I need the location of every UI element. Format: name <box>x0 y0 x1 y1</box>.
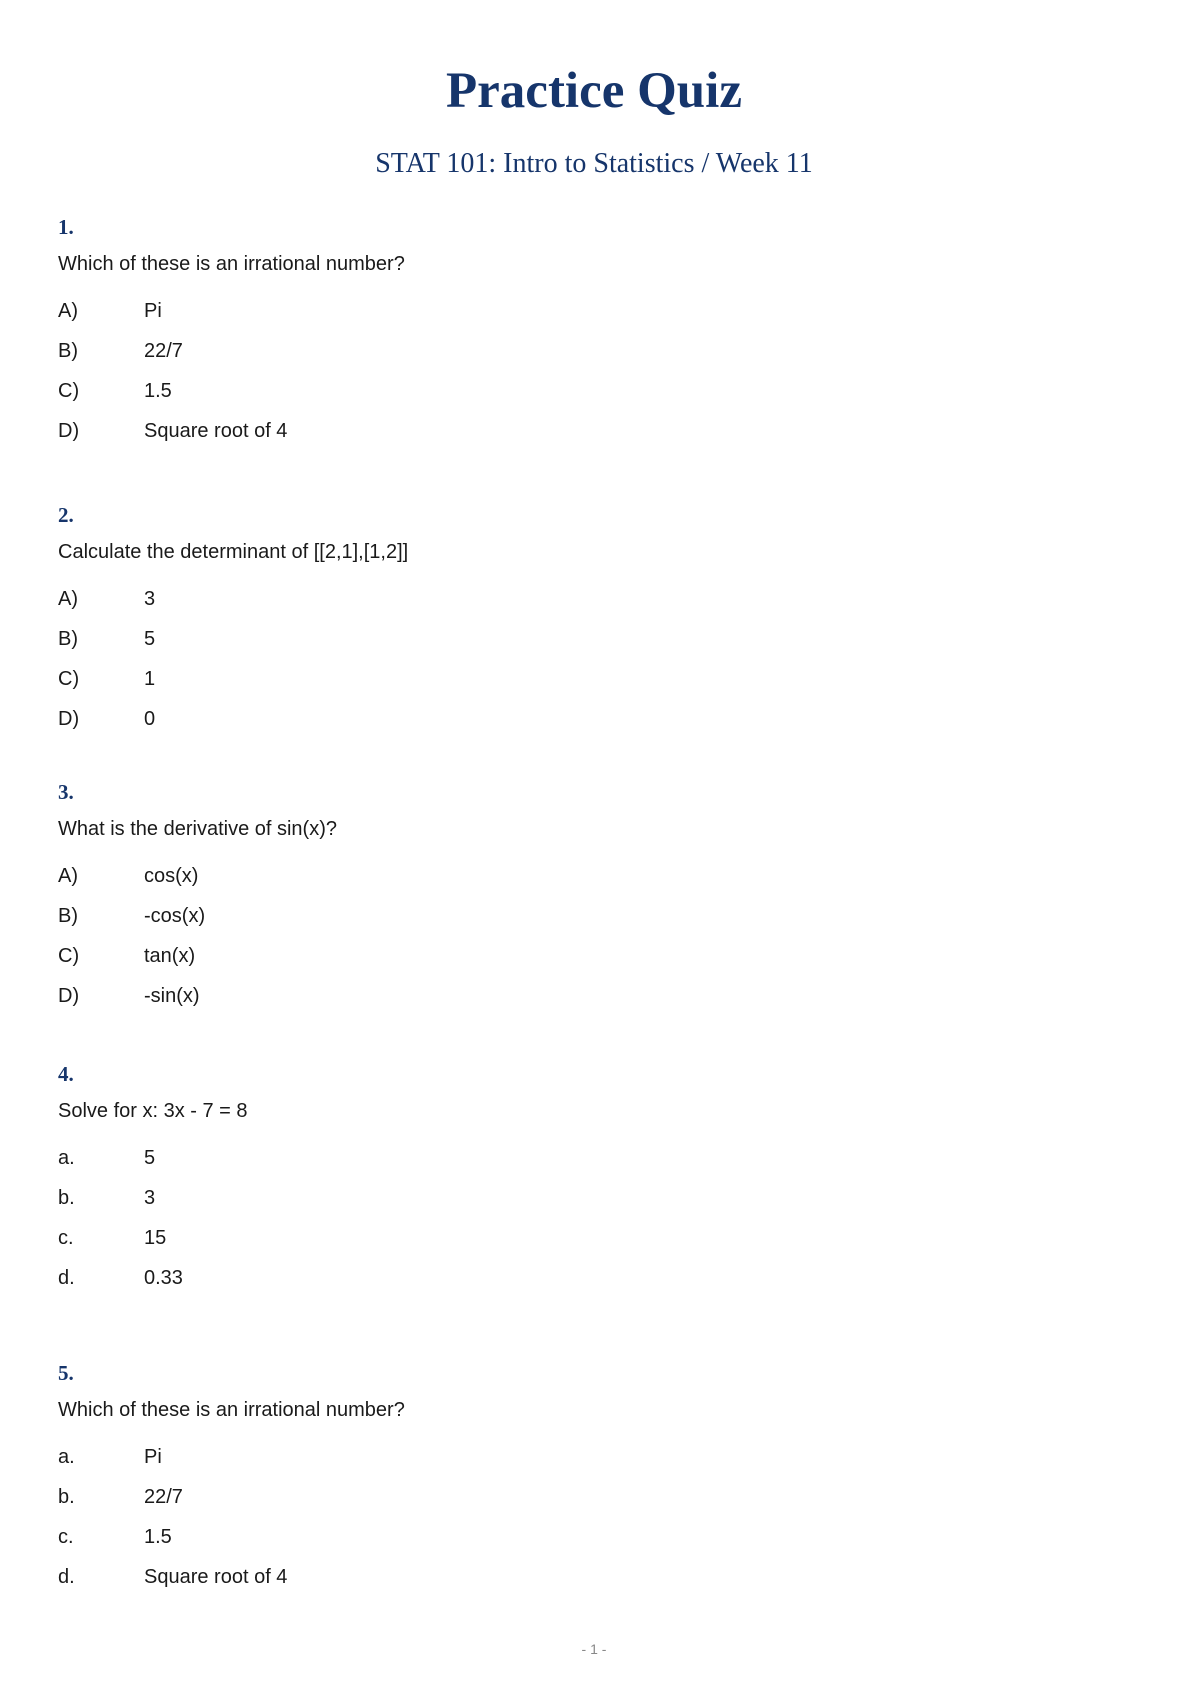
option-letter: a. <box>58 1446 75 1468</box>
question-number: 4. <box>58 1062 74 1086</box>
option-letter: D) <box>58 420 80 442</box>
option-letter: d. <box>58 1267 75 1289</box>
option-letter: B) <box>58 340 78 362</box>
option-letter: D) <box>58 985 80 1007</box>
question-number: 1. <box>58 215 74 239</box>
option-text: Square root of 4 <box>144 420 288 442</box>
page-title: Practice Quiz <box>446 63 742 119</box>
option-letter: A) <box>58 300 78 322</box>
option-text: 3 <box>144 588 156 610</box>
option-text: 1.5 <box>144 380 172 402</box>
option-text: 0.33 <box>144 1267 183 1289</box>
question-number: 3. <box>58 780 74 804</box>
option-letter: C) <box>58 945 80 967</box>
option-text: -cos(x) <box>144 905 206 927</box>
option-letter: C) <box>58 380 80 402</box>
question-text: Solve for x: 3x - 7 = 8 <box>58 1100 248 1122</box>
option-letter: C) <box>58 668 80 690</box>
option-text: Square root of 4 <box>144 1566 288 1588</box>
option-text: 22/7 <box>144 340 183 362</box>
option-text: Pi <box>144 1446 162 1468</box>
option-text: 22/7 <box>144 1486 183 1508</box>
option-text: 1 <box>144 668 156 690</box>
option-letter: b. <box>58 1187 75 1209</box>
option-text: 15 <box>144 1227 167 1249</box>
option-text: -sin(x) <box>144 985 200 1007</box>
question-text: Which of these is an irrational number? <box>58 1399 405 1421</box>
option-text: 3 <box>144 1187 156 1209</box>
option-letter: a. <box>58 1147 75 1169</box>
page-subtitle: STAT 101: Intro to Statistics / Week 11 <box>375 148 813 179</box>
question-text: Calculate the determinant of [[2,1],[1,2]] <box>58 541 409 563</box>
option-text: 0 <box>144 708 156 730</box>
option-letter: c. <box>58 1526 74 1548</box>
page-number: - 1 - <box>581 1641 607 1657</box>
option-text: cos(x) <box>144 865 199 887</box>
question-number: 2. <box>58 503 74 527</box>
option-letter: B) <box>58 628 78 650</box>
option-letter: d. <box>58 1566 75 1588</box>
option-text: tan(x) <box>144 945 196 967</box>
option-letter: A) <box>58 588 78 610</box>
option-text: 5 <box>144 1147 156 1169</box>
option-letter: B) <box>58 905 78 927</box>
option-letter: D) <box>58 708 80 730</box>
option-text: 5 <box>144 628 156 650</box>
option-text: 1.5 <box>144 1526 172 1548</box>
option-letter: A) <box>58 865 78 887</box>
option-text: Pi <box>144 300 162 322</box>
question-text: What is the derivative of sin(x)? <box>58 818 337 840</box>
question-text: Which of these is an irrational number? <box>58 253 405 275</box>
question-number: 5. <box>58 1361 74 1385</box>
option-letter: c. <box>58 1227 74 1249</box>
option-letter: b. <box>58 1486 75 1508</box>
